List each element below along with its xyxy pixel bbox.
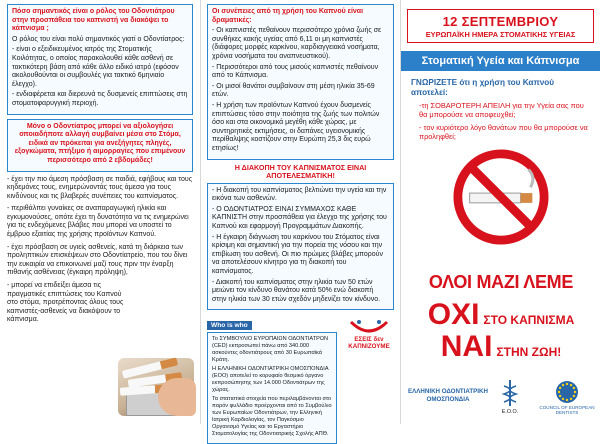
quit-p4: - Διακοπή του καπνίσματος στην ηλικία των 50 ετών μειώνει τον κίνδυνο θανάτου κατά 50% ενώ διακοπή στην ηλικία των 30 ετών σχεδόν μηδενίζει τον κίνδυνο. — [212, 278, 381, 303]
why-red-head: Μόνο ο Οδοντίατρος μπορεί να αξιολογήσει οποιαδήποτε αλλαγή συμβαίνει μέσα στο Στόμα, ειδικά αν πρόκειται για ανεξήγητες πληγές, εξογκώματα, πτήξιμο ή αιμορραγίες που επιμένουν περισσότερο από 2 εβδομάδες! — [14, 122, 186, 164]
consequences-p1: - Οι καπνιστές πεθαίνουν περισσότερο χρόνια ζωής σε συνθήκες κακής υγείας από 6,11 οι μη καπνιστές (διάφορες μορφές καρκίνου, καρδιαγγειακά νοσήματα, χρόνια νοσήματα του αναπνευστικού). — [212, 27, 382, 60]
yes-tail: ΣΤΗΝ ΖΩΗ! — [496, 345, 562, 359]
why-box — [7, 119, 193, 172]
who-p1: Το ΣΥΜΒΟΥΛΙΟ ΕΥΡΩΠΑΙΩΝ ΟΔΟΝΤΙΑΤΡΩΝ (CED) εκπροσωπεί πάνω από 340.000 ασκούντες οδοντιάτρους από 30 Ευρωπαϊκά Κράτη. — [212, 336, 329, 364]
know-item-2: - τον κυριότερο λόγο θανάτων που θα μπορούσε να προληφθεί; — [419, 122, 588, 142]
intro-p3: - ενδιαφέρεται και διερευνά τις δυσμενείς επιπτώσεις στη στοματοφαρυγγική περιοχή. — [12, 91, 188, 107]
no-word: ΟΧΙ — [427, 298, 480, 331]
consequences-p2: - Περισσότεροι από τους μισούς καπνιστές πεθαίνουν από το Κάπνισμα. — [212, 63, 379, 80]
intro-box — [7, 4, 193, 115]
quit-heading: Η ΔΙΑΚΟΠΗ ΤΟΥ ΚΑΠΝΙΣΜΑΤΟΣ ΕΙΝΑΙ ΑΠΟΤΕΛΕΣΜΑΤΙΚΗ! — [234, 162, 367, 181]
event-date: 12 ΣΕΠΤΕΜΒΡΙΟΥ — [442, 13, 559, 29]
consequences-p3: - Οι μισοί θανάτοι συμβαίνουν στη μέση ηλικία 35-69 ετών. — [212, 82, 375, 99]
quit-p1: - Η διακοπή του καπνίσματος βελτιώνει την υγεία και την εικόνα των ασθενών. — [212, 186, 387, 203]
no-tail: ΣΤΟ ΚΑΠΝΙΣΜΑ — [483, 313, 575, 327]
slogan: ΟΛΟΙ ΜΑΖΙ ΛΕΜΕ — [428, 272, 574, 292]
quit-box — [207, 183, 394, 311]
intro-p2: - είναι ο εξειδικευμένος ιατρός της Στοματικής Κοιλότητας, ο οποίος παρακολουθεί κάθε ασθενή σε τακτικότερη βάση από κάθε άλλο ειδικό ιατρό (εφόσον ακολουθούνται οι συμβουλές για τακτικό 6μηνιαίο έλεγχο). — [12, 46, 179, 88]
middle-panel — [200, 0, 400, 438]
left-p7: - μπορεί να επιδείξει άμεσα τις πραγματικές επιπτώσεις του Καπνού στο στόμα, προτρέποντας όλους τους καπνιστές-ασθενείς να διακόψουν το κάπνισμα. — [7, 282, 124, 324]
intro-p1: Ο ρόλος του είναι πολύ σημαντικός γιατί ο Οδοντίατρος: — [12, 35, 185, 43]
eu-stars-icon — [555, 380, 579, 404]
cover-panel — [400, 0, 600, 424]
cover-title: Στοματική Υγεία και Κάπνισμα — [401, 51, 600, 71]
organisation-name: ΕΛΛΗΝΙΚΗ ΟΔΟΝΤΙΑΤΡΙΚΗ ΟΜΟΣΠΟΝΔΙΑ — [408, 388, 488, 403]
ced-logo — [537, 380, 597, 420]
quit-p3: - Η έγκαιρη διάγνωση του καρκίνου του Στόματος είναι κρίσιμη και σημαντική για την πορεία της νόσου και την επιβίωση του ασθενή. Οι πιο πρώιμες βλάβες μπορούν να αποτελέσουν κίνητρο για τη διακοπή του καπνίσματος. — [212, 233, 383, 276]
no-to-smoking-row — [401, 300, 601, 330]
yes-word: ΝΑΙ — [440, 330, 493, 363]
caduceus-icon — [500, 378, 520, 408]
consequences-p4: - Η χρήση των προϊόντων Καπνού έχουν δυσμενείς επιπτώσεις τόσο στην ποιότητα της ζωής των πολιτών όσο και στα οικονομικά μεγέθη κάθε χώρας, με συντηρητικές εκτιμήσεις, οι δαπάνες υγειονομικής περίθαλψης κοστίζουν στην Ευρώπη 25,3 δις ευρώ ετησίως! — [212, 101, 380, 152]
left-p5: - περιθάλπει γυναίκες σε αναπαραγωγική ηλικία και εγκυμονούσες, οπότε έχει τη δυνατότητα να τις ενημερώνει για τις ενδεχόμενες βλάβες που μπορεί να υποστεί το έμβρυο εξαιτίας της χρήσης προϊόντων Καπνού. — [7, 205, 189, 239]
hand-shape — [158, 378, 196, 416]
campaign-logo — [341, 318, 397, 352]
who-p2: Η ΕΛΛΗΝΙΚΗ ΟΔΟΝΤΙΑΤΡΙΚΗ ΟΜΟΣΠΟΝΔΙΑ (ΕΟΟ) αποτελεί το κορυφαίο θεσμικό όργανο εκπροσώπησης των 14.000 Οδοντιάτρων της χώρας. — [212, 366, 329, 394]
left-p6: - έχει πρόσβαση σε υγιείς ασθενείς, κατά τη διάρκεια των προληπτικών επισκέψεων στο Οδοντίατρείο, που του δίνει την ευκαιρία να επικοινωνεί μαζί τους πριν την έναρξη πιθανής ασθένειας (έγκαιρη πρόληψη), — [7, 243, 188, 277]
consequences-box — [207, 4, 394, 160]
eoo-label: Ε.Ο.Ο. — [501, 409, 519, 415]
smile-icon — [341, 318, 397, 338]
who-is-who-tag: Who is who — [207, 321, 252, 330]
who-box — [207, 332, 337, 444]
quit-p2: - Ο ΟΔΟΝΤΙΑΤΡΟΣ ΕΙΝΑΙ ΣΥΜΜΑΧΟΣ ΚΑΘΕ ΚΑΠΝΙΣΤΗ στην προσπάθεια για έλεγχο της χρήσης του Καπνού και εφαρμογή Προγραμμάτων Διακοπής. — [212, 205, 387, 231]
intro-red-head: Πόσο σημαντικός είναι ο ρόλος του Οδοντιάτρου στην προσπάθεια του καπνιστή να διακόψει το κάπνισμα ; — [12, 8, 175, 33]
left-panel — [0, 0, 200, 424]
eoo-logo — [493, 378, 527, 420]
campaign-logo-text: ΕΣΕΙΣ δεν ΚΑΠΝΙΖΟΥΜΕ — [348, 336, 390, 350]
date-band — [407, 9, 594, 43]
know-item-1: -τη ΣΟΒΑΡΟΤΕΡΗ ΑΠΕΙΛΗ για την Υγεία σας που θα μπορούσε να αποφευχθεί; — [419, 101, 584, 120]
event-name: ΕΥΡΩΠΑΪΚΗ ΗΜΕΡΑ ΣΤΟΜΑΤΙΚΗΣ ΥΓΕΙΑΣ — [425, 29, 576, 39]
know-heading: ΓΝΩΡΙΖΕΤΕ ότι η χρήση του Καπνού αποτελεί: — [411, 78, 555, 97]
ced-label: COUNCIL OF EUROPEAN DENTISTS — [539, 405, 595, 416]
who-p3: Τα στατιστικά στοιχεία που περιλαμβάνονται στο παρόν φυλλάδιο προέρχονται από το Συμβούλιο των Ευρωπαίων Οδοντιάτρων, την Ελληνική Ιατρική Καρδιολογίας, τον Παγκόσμιο Οργανισμό Υγείας και το Εργαστήριο Στοματολογίας της Οδοντιατρικής Σχολής ΑΠΘ. — [212, 396, 332, 438]
cigarettes-photo — [118, 358, 194, 416]
left-p4: - έχει την πιο άμεση πρόσβαση σε παιδιά, εφήβους και τους κηδεμόνες τους, ενημερώνοντάς τους άμεσα για τους κινδύνους και τις βλαβερές συνέπειες του καπνίσματος. — [7, 175, 193, 200]
consequences-red-head: Οι συνέπειες από τη χρήση του Καπνού είναι δραματικές: — [212, 8, 364, 24]
no-smoking-icon — [452, 148, 550, 246]
yes-to-life-row — [401, 332, 601, 362]
